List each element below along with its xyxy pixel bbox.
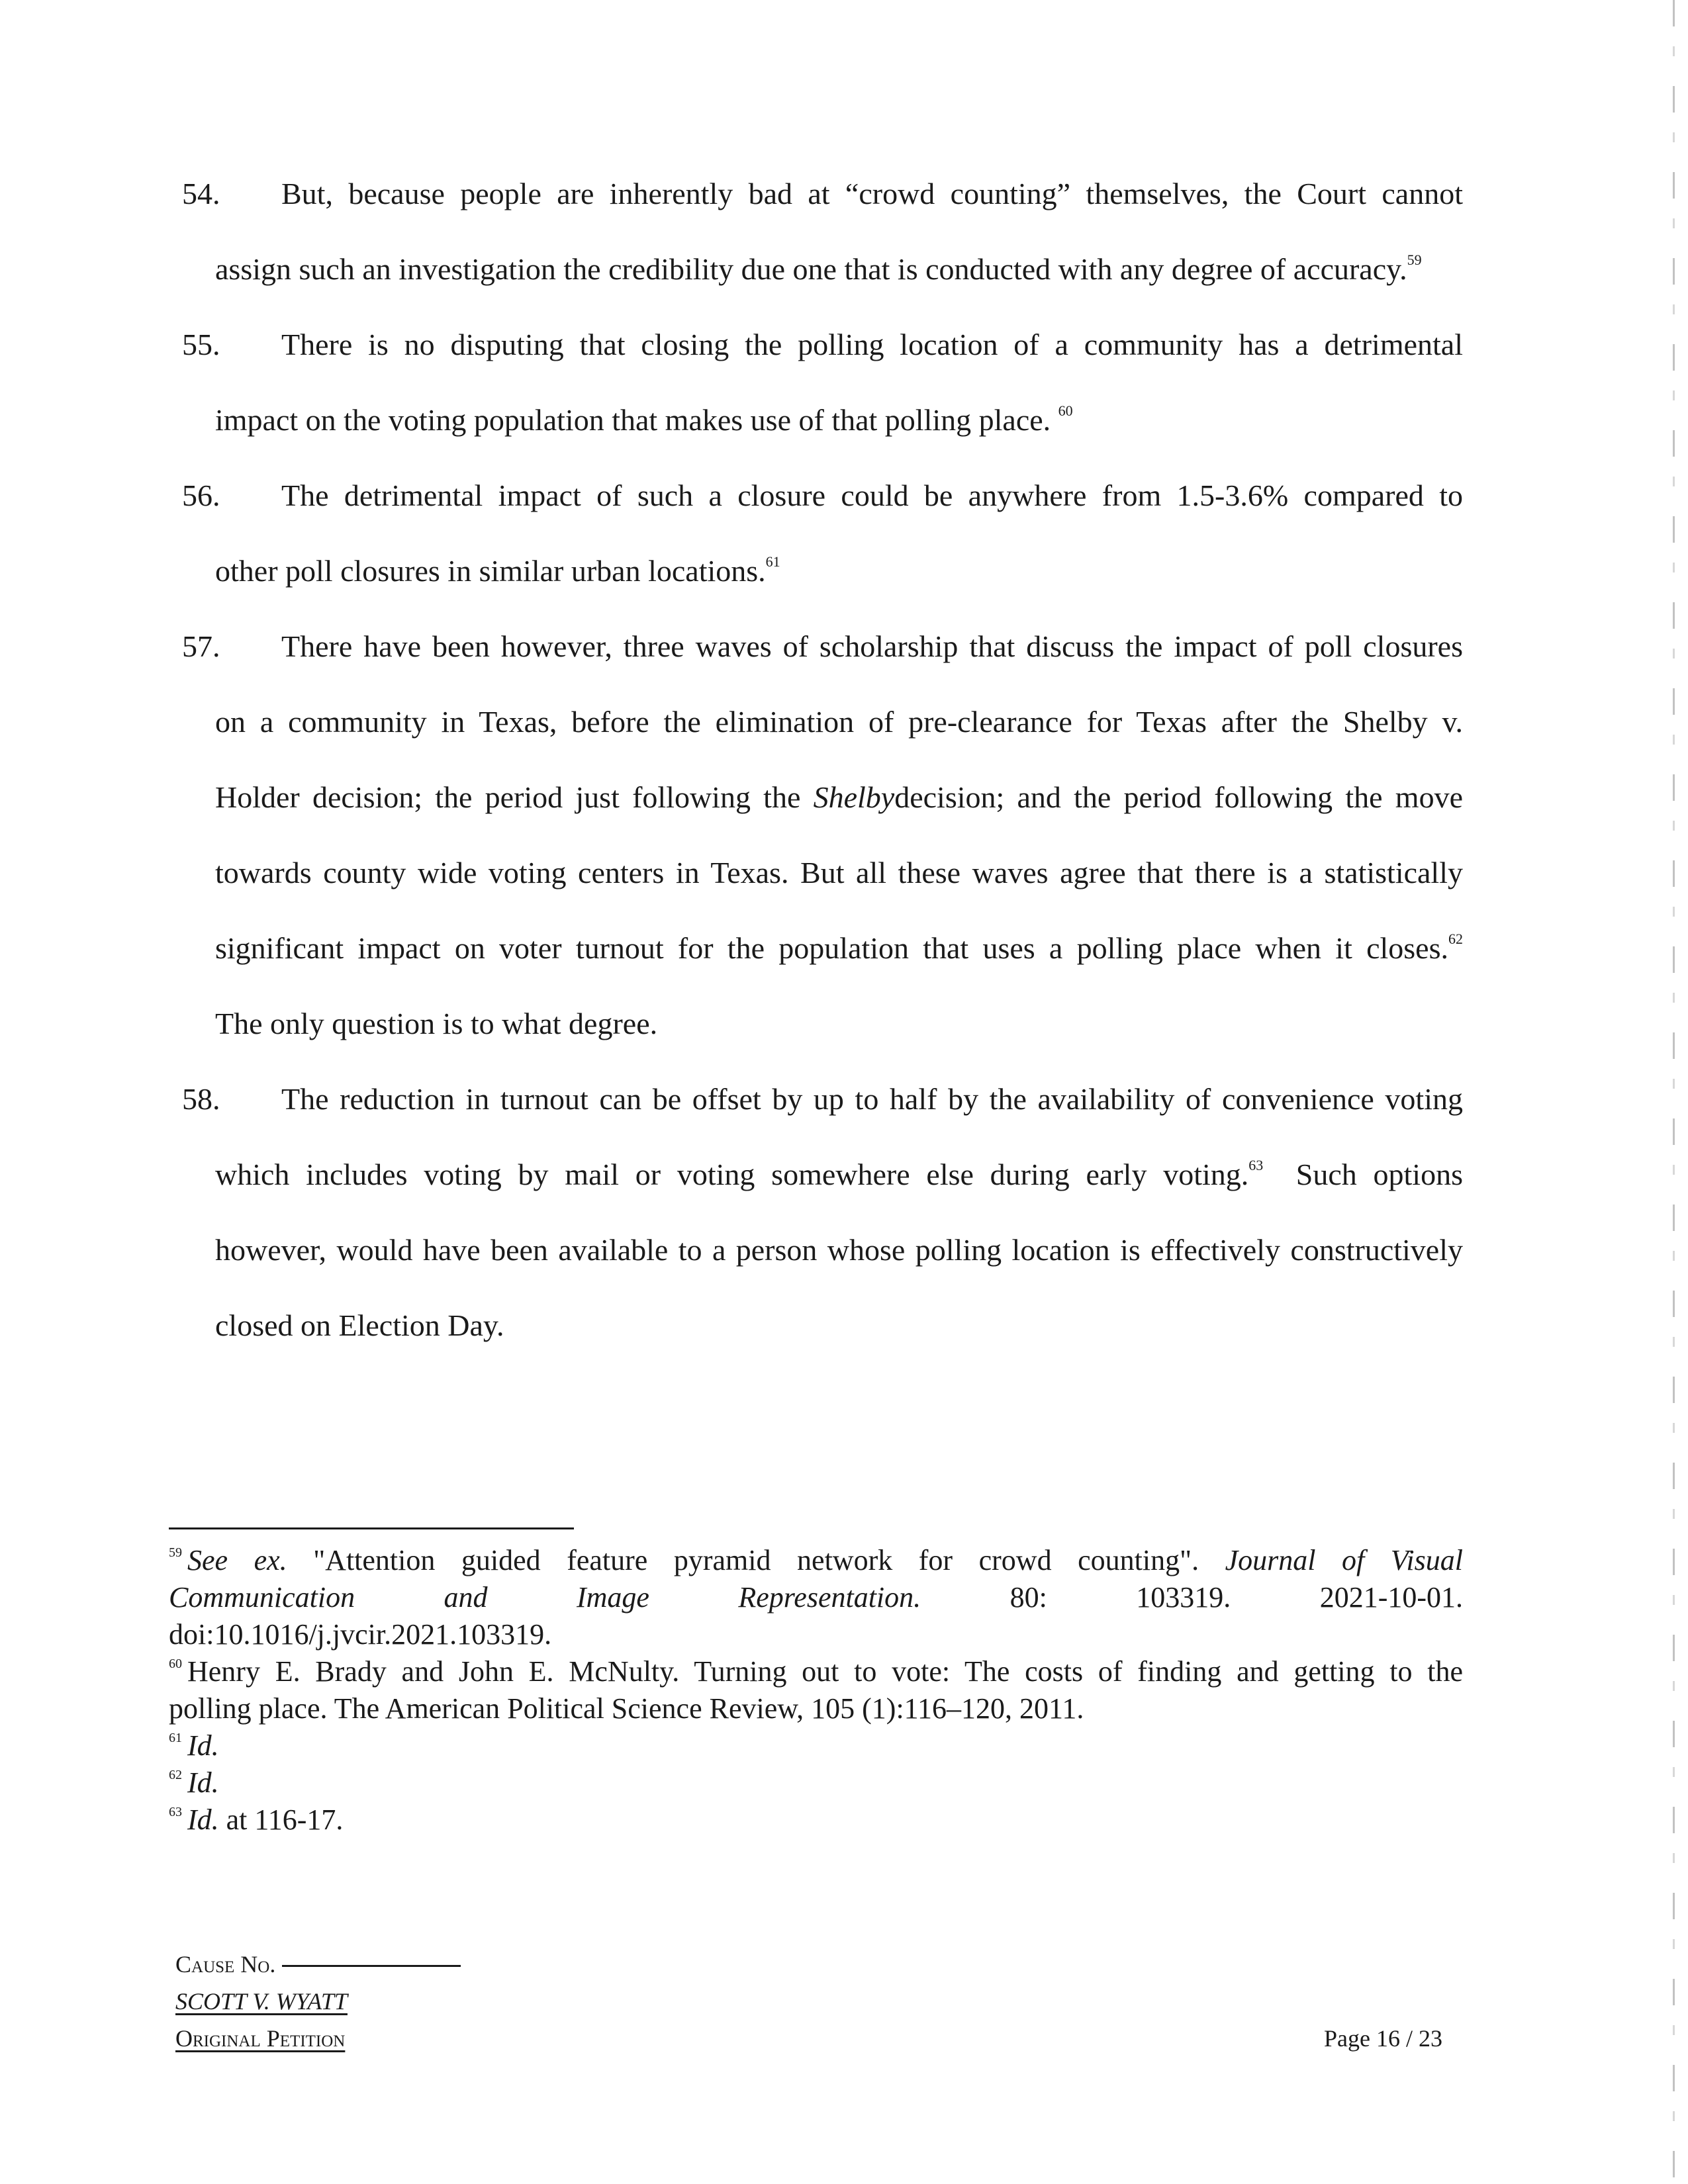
scan-edge-artifact bbox=[1673, 0, 1675, 2184]
footnote-60-line1: $^{60}$ Henry E. Brady and John E. McNulty. Turning out to vote: The costs of finding and getting to the bbox=[169, 1655, 1463, 1688]
case-name-italic: Shelby bbox=[813, 780, 895, 814]
cause-number-blank bbox=[282, 1965, 461, 1967]
footnote-ref[interactable]: 60 bbox=[1058, 402, 1073, 419]
footnote-61: $^{61}$ Id. bbox=[169, 1729, 219, 1762]
paragraph-number: 56. bbox=[182, 478, 220, 512]
footnote-59-line2: Communication and Image Representation. 80: 103319. 2021-10-01. bbox=[169, 1581, 1464, 1614]
page-number: Page 16 / 23 bbox=[1324, 2025, 1442, 2052]
paragraph-55: 55. There is no disputing that closing the polling location of a community has a detrimental impact on the voting population that makes use of that polling place. $^{60}$ bbox=[182, 307, 1463, 458]
footnote-59-doi: doi:10.1016/j.jvcir.2021.103319. bbox=[169, 1618, 552, 1651]
case-name: SCOTT V. WYATT bbox=[175, 1988, 348, 2015]
document-title: Original Petition bbox=[175, 2025, 346, 2052]
footnote-62: $^{62}$ Id. bbox=[169, 1766, 219, 1799]
footnote-divider bbox=[169, 1527, 574, 1529]
paragraph-number: 57. bbox=[182, 629, 220, 663]
footnote-59-line1: $^{59}$ See ex. "Attention guided feature pyramid network for crowd counting". Journal of Visual bbox=[169, 1544, 1463, 1576]
footnote-ref[interactable]: 61 bbox=[765, 553, 780, 570]
cause-number: Cause No. bbox=[175, 1946, 461, 1983]
paragraph-number: 54. bbox=[182, 177, 220, 210]
footnote-63: $^{63}$ Id. at 116-17. bbox=[169, 1803, 344, 1836]
paragraph-57: 57. There have been however, three waves of scholarship that discuss the impact of poll closures on a community in Texas, before the elimination of pre-clearance for Texas after the Shelby v. Holder decision; the period just following the Shelbydecision; and the period following the move towards county wide voting centers in Texas. But all these waves agree that there is a statistically significant impact on voter turnout for the population that uses a polling place when it closes.$^{62}$ The only question is to what degree. bbox=[182, 609, 1463, 1062]
paragraph-54: 54. But, because people are inherently bad at “crowd counting” themselves, the Court cannot assign such an investigation the credibility due one that is conducted with any degree of accuracy.$^{59}$ bbox=[182, 156, 1463, 307]
footnote-ref[interactable]: 62 bbox=[1448, 931, 1463, 947]
paragraph-number: 55. bbox=[182, 328, 220, 361]
footnote-ref[interactable]: 63 bbox=[1248, 1157, 1264, 1173]
footnotes bbox=[169, 1542, 1463, 1839]
footnote-ref[interactable]: 59 bbox=[1407, 251, 1422, 268]
footer-caption bbox=[175, 1946, 461, 2057]
paragraph-56: 56. The detrimental impact of such a closure could be anywhere from 1.5-3.6% compared to other poll closures in similar urban locations.$^{61}$ bbox=[182, 458, 1463, 609]
paragraph-number: 58. bbox=[182, 1082, 220, 1116]
footnote-60-line2: polling place. The American Political Science Review, 105 (1):116–120, 2011. bbox=[169, 1692, 1084, 1725]
paragraph-58: 58. The reduction in turnout can be offset by up to half by the availability of convenience voting which includes voting by mail or voting somewhere else during early voting.$^{63}$ Such options however, would have been available to a person whose polling location is effectively constructively closed on Election Day. bbox=[182, 1062, 1463, 1363]
